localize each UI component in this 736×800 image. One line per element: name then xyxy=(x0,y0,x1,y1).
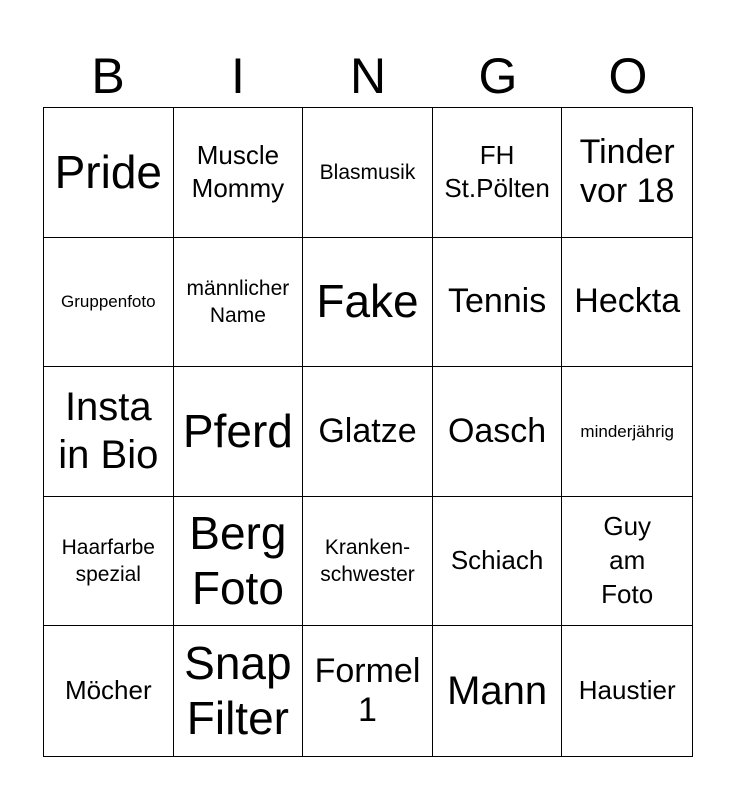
header-letter-o: O xyxy=(608,48,648,104)
cell-label: minderjährig xyxy=(580,421,674,441)
bingo-cell-r1c5[interactable] xyxy=(562,108,692,238)
bingo-cell-r2c4[interactable] xyxy=(433,238,563,368)
cell-label: männlicher Name xyxy=(186,276,290,327)
bingo-board xyxy=(43,107,693,757)
cell-label: Schiach xyxy=(450,545,544,576)
cell-label: Fake xyxy=(316,275,419,328)
cell-label: Tennis xyxy=(447,282,547,321)
cell-label: Pride xyxy=(54,145,162,198)
cell-label: Mann xyxy=(447,669,548,714)
bingo-cell-r2c5[interactable] xyxy=(562,238,692,368)
bingo-cell-r5c1[interactable] xyxy=(44,626,174,756)
bingo-cell-r1c1[interactable] xyxy=(44,108,174,238)
cell-label: Muscle Mommy xyxy=(191,139,285,204)
bingo-cell-r2c2[interactable] xyxy=(174,238,304,368)
cell-label: Oasch xyxy=(447,411,547,450)
cell-label: Haarfarbe spezial xyxy=(61,535,155,587)
bingo-cell-r3c3[interactable] xyxy=(303,367,433,497)
cell-label: Haustier xyxy=(578,675,676,706)
cell-label: FH St.Pölten xyxy=(444,139,550,204)
cell-label: Heckta xyxy=(574,282,681,321)
bingo-cell-r1c2[interactable] xyxy=(174,108,304,238)
bingo-cell-r5c5[interactable] xyxy=(562,626,692,756)
cell-label: Tinder vor 18 xyxy=(579,133,675,211)
bingo-cell-r4c2[interactable] xyxy=(174,497,304,627)
header-letter-b: B xyxy=(91,48,125,104)
header-letter-i: I xyxy=(231,48,245,104)
bingo-cell-r2c1[interactable] xyxy=(44,238,174,368)
cell-label: Blasmusik xyxy=(319,160,416,184)
cell-label: Guy am Foto xyxy=(601,511,654,609)
cell-label: Gruppenfoto xyxy=(61,292,156,312)
bingo-cell-r3c4[interactable] xyxy=(433,367,563,497)
bingo-header xyxy=(43,45,693,107)
bingo-cell-r4c1[interactable] xyxy=(44,497,174,627)
bingo-cell-r3c2[interactable] xyxy=(174,367,304,497)
header-letter-g: G xyxy=(478,48,518,104)
bingo-cell-r5c4[interactable] xyxy=(433,626,563,756)
bingo-cell-r1c4[interactable] xyxy=(433,108,563,238)
cell-label: Formel 1 xyxy=(314,652,421,730)
cell-label: Glatze xyxy=(318,411,417,450)
bingo-cell-r2c3[interactable] xyxy=(303,238,433,368)
bingo-cell-r5c3[interactable] xyxy=(303,626,433,756)
cell-label: Berg Foto xyxy=(189,506,287,615)
bingo-cell-r3c5[interactable] xyxy=(562,367,692,497)
header-letter-n: N xyxy=(349,48,387,104)
bingo-cell-r5c2[interactable] xyxy=(174,626,304,756)
bingo-cell-r4c3[interactable] xyxy=(303,497,433,627)
cell-label: Snap Filter xyxy=(184,637,292,745)
bingo-cell-r1c3[interactable] xyxy=(303,108,433,238)
cell-label: Kranken- schwester xyxy=(320,535,415,587)
cell-label: Möcher xyxy=(64,675,152,706)
cell-label: Pferd xyxy=(182,404,293,457)
bingo-cell-r3c1[interactable] xyxy=(44,367,174,497)
bingo-cell-r4c4[interactable] xyxy=(433,497,563,627)
bingo-cell-r4c5[interactable] xyxy=(562,497,692,627)
cell-label: Insta in Bio xyxy=(58,385,159,478)
